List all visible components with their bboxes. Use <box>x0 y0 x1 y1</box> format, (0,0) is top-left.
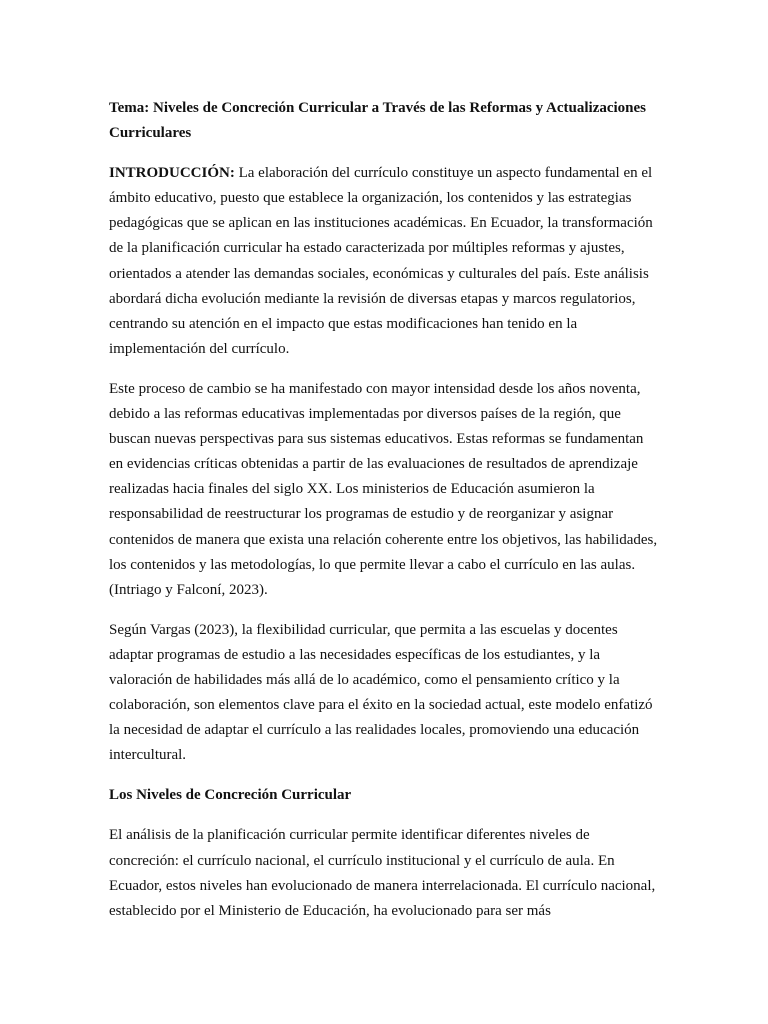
body-paragraph-2: Este proceso de cambio se ha manifestado con mayor intensidad desde los años noventa, debido a las reformas educativas implementadas por diversos países de la región, que buscan nuevas perspectivas para sus sistemas educativos. Estas reformas se fundamentan en evidencias críticas obtenidas a partir de las evaluaciones de resultados de aprendizaje realizadas hacia finales del siglo XX. Los ministerios de Educación asumieron la responsabilidad de reestructurar los programas de estudio y de reorganizar y asignar contenidos de manera que exista una relación coherente entre los objetivos, las habilidades, los contenidos y las metodologías, lo que permite llevar a cabo el currículo en las aulas. (Intriago y Falconí, 2023). <box>109 380 658 598</box>
body-paragraph-3: Según Vargas (2023), la flexibilidad curricular, que permita a las escuelas y docentes adaptar programas de estudio a las necesidades específicas de los estudiantes, y la valoración de habilidades más allá de lo académico, como el pensamiento crítico y la colaboración, son elementos clave para el éxito en la sociedad actual, este modelo enfatizó la necesidad de adaptar el currículo a las realidades locales, promoviendo una educación intercultural. <box>109 621 653 764</box>
intro-lead: INTRODUCCIÓN: <box>109 165 235 182</box>
intro-paragraph <box>109 161 661 362</box>
section-heading: Los Niveles de Concreción Curricular <box>109 787 352 804</box>
document-page <box>109 96 661 939</box>
document-title: Tema: Niveles de Concreción Curricular a Través de las Reformas y Actualizaciones Curriculares <box>109 100 647 142</box>
body-paragraph-4: El análisis de la planificación curricular permite identificar diferentes niveles de concreción: el currículo nacional, el currículo institucional y el currículo de aula. En Ecuador, estos niveles han evolucionado de manera interrelacionada. El currículo nacional, establecido por el Ministerio de Educación, ha evolucionado para ser más <box>109 827 656 919</box>
intro-text: La elaboración del currículo constituye un aspecto fundamental en el ámbito educativo, puesto que establece la organización, los contenidos y las estrategias pedagógicas que se aplican en las instituciones académicas. En Ecuador, la transformación de la planificación curricular ha estado caracterizada por múltiples reformas y ajustes, orientados a atender las demandas sociales, económicas y culturales del país. Este análisis abordará dicha evolución mediante la revisión de diversas etapas y marcos regulatorios, centrando su atención en el impacto que estas modificaciones han tenido en la implementación del currículo. <box>109 165 653 357</box>
